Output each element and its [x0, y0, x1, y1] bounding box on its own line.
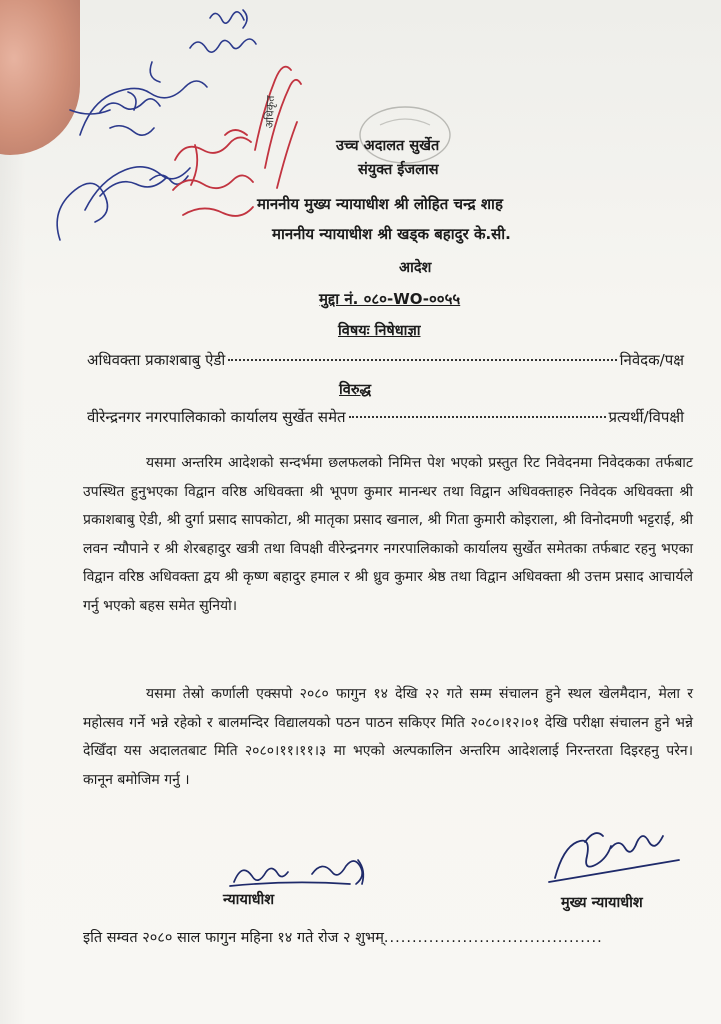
court-name: उच्च अदालत सुर्खेत	[336, 138, 440, 154]
justice-signature-label: न्यायाधीश	[223, 892, 275, 908]
case-subject: विषयः निषेधाज्ञा	[338, 323, 421, 339]
dotted-leader	[228, 359, 616, 361]
bench-name: संयुक्त ईजलास	[358, 162, 439, 178]
date-line-text: इति सम्वत २०८० साल फागुन महिना १४ गते रोज २ शुभम्	[83, 930, 384, 946]
date-line	[83, 927, 603, 947]
chief-justice-signature	[545, 820, 685, 890]
stamp-officer-text: अधिकृत	[262, 95, 278, 129]
justice-name: माननीय न्यायाधीश श्री खड्क बहादुर के.सी.	[272, 225, 511, 243]
respondent-name: वीरेन्द्रनगर नगरपालिकाको कार्यालय सुर्खेत समेत	[87, 408, 346, 426]
petitioner-role: निवेदक/पक्ष	[619, 351, 684, 369]
date-line-dots: .......................................	[383, 930, 603, 946]
petitioner-row	[87, 350, 684, 370]
petitioner-name: अधिवक्ता प्रकाशबाबु ऐडी	[87, 351, 226, 369]
versus-label: विरुद्ध	[339, 382, 372, 398]
chief-justice-name: माननीय मुख्य न्यायाधीश श्री लोहित चन्द्र शाह	[257, 195, 503, 213]
respondent-role: प्रत्यर्थी/विपक्षी	[608, 408, 684, 426]
chief-justice-signature-label: मुख्य न्यायाधीश	[561, 895, 643, 911]
dotted-leader	[349, 416, 606, 418]
order-paragraph-1: यसमा अन्तरिम आदेशको सन्दर्भमा छलफलको निमित्त पेश भएको प्रस्तुत रिट निवेदनमा निवेदकका तर्फबाट उपस्थित हुनुभएका विद्वान वरिष्ठ अधिवक्ता श्री भूपण कुमार मानन्धर तथा विद्वान अधिवक्ताहरु निवेदक अधिवक्ता श्री प्रकाशबाबु ऐडी, श्री दुर्गा प्रसाद सापकोटा, श्री मातृका प्रसाद खनाल, श्री गिता कुमारी कोइराला, श्री विनोदमणी भट्टराई, श्री लवन न्यौपाने र श्री शेरबहादुर खत्री तथा विपक्षी वीरेन्द्रनगर नगरपालिकाको कार्यालय सुर्खेत समेतका तर्फबाट रहनु भएका विद्वान वरिष्ठ अधिवक्ता द्वय श्री कृष्ण बहादुर हमाल र श्री ध्रुव कुमार श्रेष्ठ तथा विद्वान अधिवक्ता श्री उत्तम प्रसाद आचार्यले गर्नु भएको बहस समेत सुनियो।	[83, 455, 693, 614]
case-number: मुद्दा नं. ०८०-WO-००५५	[319, 290, 461, 308]
respondent-row	[87, 407, 684, 427]
order-paragraph-2: यसमा तेस्रो कर्णाली एक्सपो २०८० फागुन १४ देखि २२ गते सम्म संचालन हुने स्थल खेलमैदान, मेला र महोत्सव गर्ने भन्ने रहेको र बालमन्दिर विद्यालयको पठन पाठन सकिएर मिति २०८०।१२।०१ देखि परीक्षा संचालन हुने भन्ने देखिँदा यस अदालतबाट मिति २०८०।११।११।३ मा भएको अल्पकालिन अन्तरिम आदेशलाई निरन्तरता दिइरहनु परेन। कानून बमोजिम गर्नु ।	[83, 686, 693, 788]
order-title: आदेश	[399, 260, 432, 276]
